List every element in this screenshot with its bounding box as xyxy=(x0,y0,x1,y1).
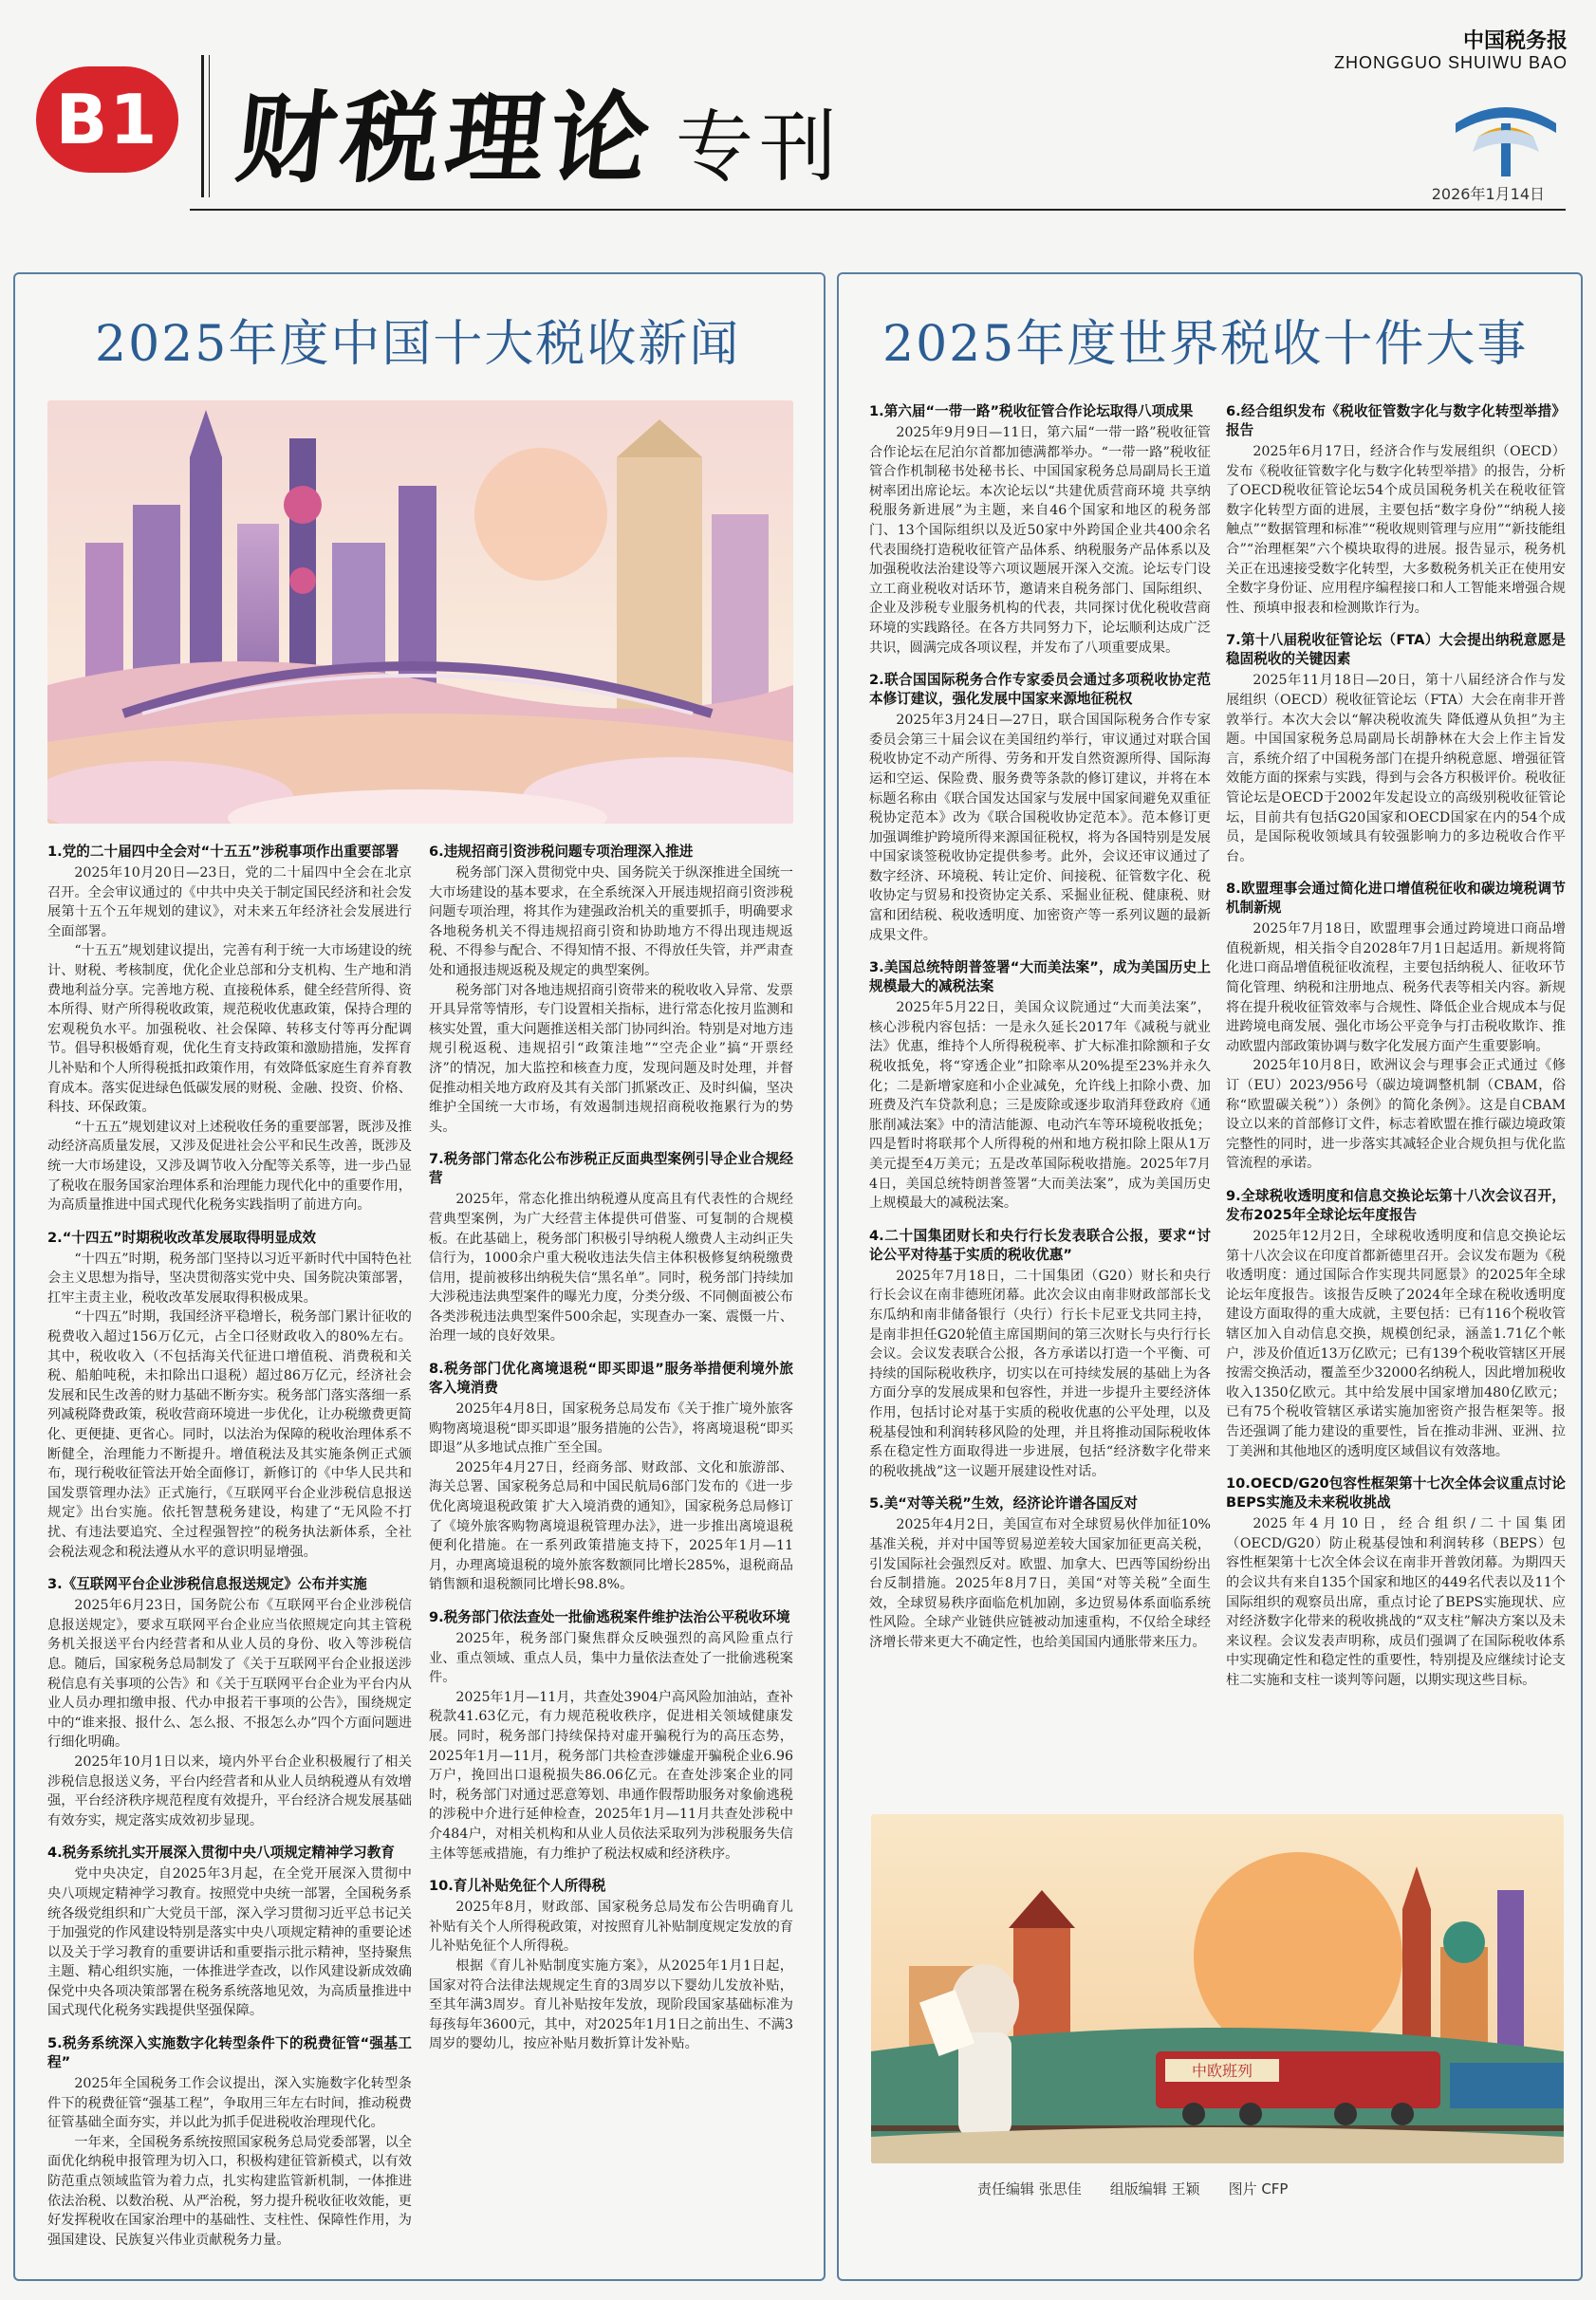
right-article-8 xyxy=(1226,880,1566,1174)
train-sign-text: 中欧班列 xyxy=(1191,2062,1253,2080)
right-column-2 xyxy=(1226,397,1566,1801)
right-article-1 xyxy=(869,402,1211,658)
right-article-heading: 10.OECD/G20包容性框架第十七次全体会议重点讨论BEPS实施及未来税收挑战 xyxy=(1226,1475,1566,1512)
left-article-10 xyxy=(429,1877,793,2054)
left-article-para: 2025年10月20日—23日，党的二十届四中全会在北京召开。全会审议通过的《中共中央关于制定国民经济和社会发展第十五个五年规划的建议》，对未来五年经济社会发展进行全面部署。 xyxy=(47,865,412,939)
left-article-heading: 1.党的二十届四中全会对“十五五”涉税事项作出重要部署 xyxy=(47,844,399,860)
left-article-heading: 3.《互联网平台企业涉税信息报送规定》公布并实施 xyxy=(47,1576,367,1593)
right-article-para: 2025年3月24日—27日，联合国国际税务合作专家委员会第三十届会议在美国纽约举行，审议通过对联合国税收协定不动产所得、劳务和开发自然资源所得、国际海运和空运、保险费、服务费等条款的修订建议，并将在本标题名称由《联合国发达国家与发展中国家间避免双重征税协定范本》改为《联合国税收协定范本》。范本修订更加强调维护跨境所得来源国征税权，将为各国特别是发展中国家谈签税收协定提供参考。此外，会议还审议通过了数字经济、环境税、转让定价、间接税、征管数字化、税收协定与贸易和投资协定关系、采掘业征税、健康税、财富和团结税、税收透明度、加密资产等一系列议题的最新成果文件。 xyxy=(869,713,1211,943)
left-article-8 xyxy=(429,1360,793,1595)
left-article-heading: 6.违规招商引资涉税问题专项治理深入推进 xyxy=(429,844,694,860)
right-article-heading: 7.第十八届税收征管论坛（FTA）大会提出纳税意愿是稳固税收的关键因素 xyxy=(1226,632,1566,668)
left-illustration xyxy=(47,400,793,824)
paper-name: 中国税务报 xyxy=(1462,29,1568,53)
right-article-para: 2025年10月8日，欧洲议会与理事会正式通过《修订（EU）2023/956号（碳边境调整机制（CBAM，俗称“欧盟碳关税”））条例》的简化条例》。这是自CBAM设立以来的首部修订文件，标志着欧盟在推行碳边境政策完整性的同时，进一步落实其减轻企业合规负担与优化监管流程的承诺。 xyxy=(1226,1058,1566,1172)
left-article-heading: 4.税务系统扎实开展深入贯彻中央八项规定精神学习教育 xyxy=(47,1845,395,1862)
right-article-10 xyxy=(1226,1475,1566,1690)
left-article-para: 党中央决定，自2025年3月起，在全党开展深入贯彻中央八项规定精神学习教育。按照党中央统一部署，全国税务系统各级党组织和广大党员干部，深入学习贯彻习近平总书记关于加强党的作风建设特别是落实中央八项规定精神的重要论述以及关于学习教育的重要讲话和重要指示批示精神，坚持聚焦主题、精心组织实施，一体推进学查改，以作风建设新成效确保党中央各项决策部署在税务系统落地见效，为高质量推进中国式现代化税务实践提供坚强保障。 xyxy=(47,1866,412,2019)
left-article-5 xyxy=(47,2034,412,2250)
right-article-7 xyxy=(1226,631,1566,866)
left-article-para: 税务部门深入贯彻党中央、国务院关于纵深推进全国统一大市场建设的基本要求，在全系统深入开展违规招商引资涉税问题专项治理，将其作为建强政治机关的重要抓手，明确要求各地税务机关不得违规招商引资和协助地方不得出现违规返税、不得参与配合、不得知情不报、不得放任失管，并严肃查处和通报违规返税及规定的典型案例。 xyxy=(429,865,793,978)
right-article-para: 2025年7月18日，二十国集团（G20）财长和央行行长会议在南非德班闭幕。此次会议由南非财政部部长戈东瓜纳和南非储备银行（央行）行长卡尼亚戈共同主持，是南非担任G20轮值主席国期间的第三次财长与央行行长会议。会议发表联合公报，各方承诺以打造一个平衡、可持续的国际税收秩序，切实以在可持续发展的基础上为各方面分享的发展成果和包容性，并进一步提升主要经济体作用，包括讨论对基于实质的税收优惠的公平处理，以及税基侵蚀和利润转移风险的处理，并且将推动国际税收体系在稳定性方面取得进一步进展，包括“经济数字化带来的税收挑战”这一议题开展建设性对话。 xyxy=(869,1268,1211,1479)
left-column-2 xyxy=(429,837,793,2270)
right-article-para: 2025年9月9日—11日，第六届“一带一路”税收征管合作论坛在尼泊尔首都加德满都举办。“一带一路”税收征管合作机制秘书处秘书长、中国国家税务总局副局长王道树率团出席论坛。本次论坛以“共建优质营商环境 共享纳税服务新进展”为主题，来自46个国家和地区的税务部门、13个国际组织以及近50家中外跨国企业共400余名代表围绕打造税收征管产品体系、纳税服务产品体系以及加强税收法治建设等六项议题展开深入交流。论坛专门设立工商业税收对话环节，邀请来自税务部门、国际组织、企业及涉税专业服务机构的代表，共同探讨优化税收营商环境的实践路径。在各方共同努力下，论坛顺利达成广泛共识，圆满完成各项议程，并发布了八项重要成果。 xyxy=(869,425,1211,656)
issue-date: 2026年1月14日 xyxy=(1431,185,1545,203)
left-article-para: 税务部门对各地违规招商引资带来的税收收入异常、发票开具异常等情形，专门设置相关指标，进行常态化按月监测和核实处置，重大问题推送相关部门协同纠治。特别是对地方违规引税返税、违规招引“政策洼地”“空壳企业”搞“开票经济”的情况，加大监控和核查力度，发现问题及时处理，并督促推动相关地方政府及其有关部门抓紧改正、及时纠偏，坚决维护全国统一大市场，有效遏制违规招商税收拖累行为的势头。 xyxy=(429,982,793,1135)
left-article-para: “十五五”规划建议提出，完善有利于统一大市场建设的统计、财税、考核制度，优化企业总部和分支机构、生产地和消费地利益分享。完善地方税、直接税体系，健全经营所得、资本所得、财产所得税收政策，规范税收优惠政策，保持合理的宏观税负水平。加强税收、社会保障、转移支付等再分配调节。倡导积极婚育观，优化生育支持政策和激励措施，发挥育儿补贴和个人所得税抵扣政策作用，有效降低家庭生育养育教育成本。落实促进绿色低碳发展的财税、金融、投资、价格、科技、环保政策。 xyxy=(47,943,412,1116)
left-article-para: 根据《育儿补贴制度实施方案》，从2025年1月1日起，国家对符合法律法规规定生育的3周岁以下婴幼儿发放补贴，至其年满3周岁。育儿补贴按年发放，现阶段国家基础标准为每孩每年3600元，其中，对2025年1月1日之前出生、不满3周岁的婴幼儿，按应补贴月数折算计发补贴。 xyxy=(429,1957,793,2052)
section-title-main: 财税理论 xyxy=(231,81,661,196)
left-article-para: 2025年1月—11月，共查处3904户高风险加油站，查补税款41.63亿元，有力规范税收秩序，促进相关领域健康发展。同时，税务部门持续保持对虚开骗税行为的高压态势，2025年1月—11月，税务部门共检查涉嫌虚开骗税企业6.96万户，挽回出口退税损失86.06亿元。在查处涉案企业的同时，税务部门对通过恶意筹划、串通作假帮助服务对象偷逃税的涉税中介进行延伸检查，2025年1月—11月共查处涉税中介484户，对相关机构和从业人员依法采取列为涉税服务失信主体等惩戒措施，有力维护了税法权威和经济秩序。 xyxy=(429,1689,793,1862)
right-panel-title: 2025年度世界税收十件大事 xyxy=(882,316,1529,373)
credit-organizer: 组版编辑 王颖 xyxy=(1109,2180,1200,2198)
masthead-divider xyxy=(201,55,204,197)
masthead-rule xyxy=(190,209,1566,211)
left-article-7 xyxy=(429,1150,793,1346)
right-article-5 xyxy=(869,1494,1211,1652)
left-article-para: 2025年4月27日，经商务部、财政部、文化和旅游部、海关总署、国家税务总局和中国民航局6部门发布的《进一步优化离境退税政策 扩大入境消费的通知》，国家税务总局修订了《境外旅客购物离境退税管理办法》，进一步推出离境退税便利化措施。在一系列政策措施支持下，2025年1月—11月，办理离境退税的境外旅客数额同比增长285%，退税商品销售额和退税额同比增长98.8%。 xyxy=(429,1459,793,1593)
left-article-heading: 10.育儿补贴免征个人所得税 xyxy=(429,1878,606,1895)
left-article-para: 一年来，全国税务系统按照国家税务总局党委部署，以全面优化纳税申报管理为切入口，积极构建征管新模式，以有效防范重点领域监管为着力点，扎实构建监管新机制，一体推进依法治税、以数治税、从严治税，努力提升税收征收效能，更好发挥税收在国家治理中的基础性、支柱性、保障性作用，为强国建设、民族复兴伟业贡献税务力量。 xyxy=(47,2134,412,2248)
credit-photo: 图片 CFP xyxy=(1228,2180,1289,2198)
right-article-9 xyxy=(1226,1187,1566,1461)
right-article-heading: 8.欧盟理事会通过简化进口增值税征收和碳边境税调节机制新规 xyxy=(1226,881,1566,917)
left-article-heading: 2.“十四五”时期税收改革发展取得明显成效 xyxy=(47,1229,316,1246)
right-article-6 xyxy=(1226,402,1566,618)
right-article-heading: 5.美“对等关税”生效，经济论许谱各国反对 xyxy=(869,1495,1138,1512)
right-column-1 xyxy=(869,397,1211,1801)
left-article-para: 2025年，税务部门聚焦群众反映强烈的高风险重点行业、重点领域、重点人员，集中力量依法查处了一批偷逃税案件。 xyxy=(429,1631,793,1686)
left-article-para: 2025年4月8日，国家税务总局发布《关于推广境外旅客购物离境退税“即买即退”服务措施的公告》，将离境退税“即买即退”从多地试点推广至全国。 xyxy=(429,1401,793,1456)
credits-line xyxy=(977,2179,1509,2198)
left-article-2 xyxy=(47,1229,412,1563)
left-article-para: 2025年6月23日，国务院公布《互联网平台企业涉税信息报送规定》，要求互联网平台企业应当依照规定向其主管税务机关报送平台内经营者和从业人员的身份、收入等涉税信息。随后，国家税务总局制发了《关于互联网平台企业报送涉税信息有关事项的公告》和《关于互联网平台企业为平台内从业人员办理扣缴申报、代办申报若干事项的公告》，围绕规定中的“谁来报、报什么、怎么报、不报怎么办”四个方面问题进行细化明确。 xyxy=(47,1598,412,1751)
page-badge: B1 xyxy=(36,66,178,173)
right-article-para: 2025年4月2日，美国宣布对全球贸易伙伴加征10%基准关税，并对中国等贸易逆差较大国家加征更高关税，引发国际社会强烈反对。欧盟、加拿大、巴西等国纷纷出台反制措施。2025年8月7日，美国“对等关税”全面生效，全球贸易秩序面临危机加剧，多边贸易体系面临系统性风险。全球产业链供应链被动加速重构，不仅给全球经济增长带来更大不确定性，也给美国国内通胀带来压力。 xyxy=(869,1517,1211,1650)
right-illustration xyxy=(871,1814,1564,2163)
masthead-divider-thin xyxy=(209,55,210,197)
paper-pinyin: ZHONGGUO SHUIWU BAO xyxy=(1333,53,1568,72)
right-article-para: 2025年4月10日，经合组织/二十国集团（OECD/G20）防止税基侵蚀和利润转移（BEPS）包容性框架第十七次全体会议在南非开普敦闭幕。为期四天的会议共有来自135个国家和地区的449名代表以及11个国际组织的观察员出席，重点讨论了BEPS实施现状、应对经济数字化带来的税收挑战的“双支柱”解决方案以及未来议程。会议发表声明称，成员们强调了在国际税收体系中实现确定性和稳定性的重要性，特别提及应继续讨论支柱二实施和支柱一谈判等问题，以期实现这些目标。 xyxy=(1226,1516,1566,1688)
right-article-2 xyxy=(869,671,1211,945)
left-article-3 xyxy=(47,1575,412,1830)
right-article-para: 2025年5月22日，美国众议院通过“大而美法案”，核心涉税内容包括：一是永久延长2017年《减税与就业法》优惠，维持个人所得税税率、扩大标准扣除额和子女税收抵免，将“穿透企业”扣除率从20%提至23%并永久化；二是新增家庭和小企业减免，允许线上扣除小费、加班费及汽车贷款利息；三是废除或逐步取消拜登政府《通胀削减法案》中的清洁能源、电动汽车等环境税收抵免；四是暂时将联邦个人所得税的州和地方税扣除上限从1万美元提至4万美元；五是改革国际税收措施。2025年7月4日，美国总统特朗普签署“大而美法案”，成为美国历史上规模最大的减税法案。 xyxy=(869,1000,1211,1212)
left-article-para: 2025年10月1日以来，境内外平台企业积极履行了相关涉税信息报送义务，平台内经营者和从业人员纳税遵从有效增强，平台经济秩序规范程度有效提升，平台经济合规发展基础有效夯实，规定落实成效初步显现。 xyxy=(47,1753,412,1828)
right-article-3 xyxy=(869,958,1211,1214)
left-column-1 xyxy=(47,837,412,2270)
left-article-para: “十五五”规划建议对上述税收任务的重要部署，既涉及推动经济高质量发展，又涉及促进社会公平和民生改善，既涉及统一大市场建设，又涉及调节收入分配等关系等，进一步凸显了税收在服务国家治理体系和治理能力现代化中的重要作用，为高质量推进中国式现代化税务实践指明了前进方向。 xyxy=(47,1119,412,1214)
section-title-sub: 专刊 xyxy=(676,102,844,193)
left-article-1 xyxy=(47,843,412,1215)
right-article-heading: 3.美国总统特朗普签署“大而美法案”，成为美国历史上规模最大的减税法案 xyxy=(869,959,1211,995)
left-article-heading: 9.税务部门依法查处一批偷逃税案件维护法治公平税收环境 xyxy=(429,1609,790,1625)
left-article-9 xyxy=(429,1608,793,1864)
credit-editor: 责任编辑 张思佳 xyxy=(977,2180,1082,2198)
world-trade-image xyxy=(871,1814,1564,2163)
left-article-para: 2025年8月，财政部、国家税务总局发布公告明确育儿补贴有关个人所得税政策，对按照育儿补贴制度规定发放的育儿补贴免征个人所得税。 xyxy=(429,1900,793,1955)
paper-logo-icon xyxy=(1450,95,1562,176)
right-article-para: 2025年6月17日，经济合作与发展组织（OECD）发布《税收征管数字化与数字化转型举措》的报告，分析了OECD税收征管论坛54个成员国税务机关在税收征管数字化转型方面的进展，主要包括“数字身份”“纳税人接触点”“数据管理和标准”“税收规则管理与应用”“新技能组合”“治理框架”六个模块取得的进展。报告显示，税务机关正在迅速接受数字化转型，大多数税务机关正在使用安全数字身份证、应用程序编程接口和人工智能来增强合规性、预填申报表和检测欺诈行为。 xyxy=(1226,444,1566,616)
right-article-heading: 1.第六届“一带一路”税收征管合作论坛取得八项成果 xyxy=(869,403,1194,419)
left-article-para: 2025年全国税务工作会议提出，深入实施数字化转型条件下的税费征管“强基工程”，争取用三年左右时间，推动税费征管基础全面夯实，并以此为抓手促进税收治理现代化。 xyxy=(47,2076,412,2131)
left-article-4 xyxy=(47,1844,412,2021)
left-article-para: 2025年，常态化推出纳税遵从度高且有代表性的合规经营典型案例，为广大经营主体提供可借鉴、可复制的合规模板。在此基础上，税务部门积极引导纳税人缴费人主动纠正失信行为，1000余户重大税收违法失信主体积极修复纳税缴费信用，提前被移出纳税失信“黑名单”。同时，税务部门持续加大涉税违法典型案件的曝光力度，分类分级、不同侧面被公布各类涉税违法典型案件500余起，实现查办一案、震慑一片、治理一域的良好效果。 xyxy=(429,1192,793,1345)
left-article-heading: 7.税务部门常态化公布涉税正反面典型案例引导企业合规经营 xyxy=(429,1151,793,1187)
left-panel-title: 2025年度中国十大税收新闻 xyxy=(95,316,741,373)
right-article-para: 2025年12月2日，全球税收透明度和信息交换论坛第十八次会议在印度首都新德里召开。会议发布题为《税收透明度：通过国际合作实现共同愿景》的2025年全球论坛年度报告。该报告反映了2024年全球在税收透明度建设方面取得的重大成就，主要包括：已有116个税收管辖区加入自动信息交换，规模创纪录，涵盖1.71亿个帐户，涉及价值近13万亿欧元；已有139个税收管辖区开展按需交换活动，覆盖至少32000名纳税人，因此增加税收收入1350亿欧元。其中给发展中国家增加480亿欧元；已有75个税收管辖区承诺实施加密资产报告框架等。报告还强调了能力建设的重要性，旨在推动非洲、亚洲、拉丁美洲和其他地区的透明度区域倡议有效落地。 xyxy=(1226,1229,1566,1459)
right-article-para: 2025年11月18日—20日，第十八届经济合作与发展组织（OECD）税收征管论坛（FTA）大会在南非开普敦举行。本次大会以“解决税收流失 降低遵从负担”为主题。中国国家税务总局副局长胡静林在大会上作主旨发言，系统介绍了中国税务部门在提升纳税意愿、增强征管效能方面的探索与实践，得到与会各方积极评价。税收征管论坛是OECD于2002年发起设立的高级别税收征管论坛，目前共有包括G20国家和OECD国家在内的54个成员，是国际税收领域具有较强影响力的多边税收合作平台。 xyxy=(1226,673,1566,864)
right-article-heading: 2.联合国国际税务合作专家委员会通过多项税收协定范本修订建议，强化发展中国家来源地征税权 xyxy=(869,672,1211,708)
left-article-heading: 5.税务系统深入实施数字化转型条件下的税费征管“强基工程” xyxy=(47,2035,412,2071)
left-article-6 xyxy=(429,843,793,1137)
left-article-heading: 8.税务部门优化离境退税“即买即退”服务举措便利境外旅客入境消费 xyxy=(429,1361,793,1397)
right-article-heading: 6.经合组织发布《税收征管数字化与数字化转型举措》报告 xyxy=(1226,403,1566,438)
right-article-para: 2025年7月18日，欧盟理事会通过跨境进口商品增值税新规，相关指令自2028年7月1日起适用。新规将简化进口商品增值税征收流程，主要包括纳税人、征收环节简化管理、纳税和注册地点、税务代表等相关内容。新规将在提升税收征管效率与合规性、降低企业合规成本与促进跨境电商发展、强化市场公平竞争与打击税收欺诈、推动欧盟内部政策协调与数字化发展方面产生重要影响。 xyxy=(1226,921,1566,1054)
left-article-para: “十四五”时期，我国经济平稳增长，税务部门累计征收的税费收入超过156万亿元，占全口径财政收入的80%左右。其中，税收收入（不包括海关代征进口增值税、消费税和关税、船舶吨税，未扣除出口退税）超过86万亿元，经济社会发展和民生改善的财力基础不断夯实。税务部门落实落细一系列减税降费政策，税收营商环境进一步优化，让办税缴费更简化、更便捷、更省心。同时，以法治为保障的税收治理体系不断健全，治理能力不断提升。增值税法及其实施条例正式颁布，现行税收征管法开始全面修订，新修订的《中华人民共和国发票管理办法》正式施行，《互联网平台企业涉税信息报送规定》出台实施。依托智慧税务建设，构建了“无风险不打扰、有违法要追究、全过程强智控”的税务执法新体系，全社会税法观念和税法遵从水平的意识明显增强。 xyxy=(47,1309,412,1560)
right-article-heading: 4.二十国集团财长和央行行长发表联合公报，要求“讨论公平对待基于实质的税收优惠” xyxy=(869,1227,1211,1263)
right-article-4 xyxy=(869,1227,1211,1482)
left-article-para: “十四五”时期，税务部门坚持以习近平新时代中国特色社会主义思想为指导，坚决贯彻落实党中央、国务院决策部署，扛牢主责主业，税收改革发展取得积极成果。 xyxy=(47,1251,412,1306)
city-skyline-image xyxy=(47,400,793,824)
right-article-heading: 9.全球税收透明度和信息交换论坛第十八次会议召开，发布2025年全球论坛年度报告 xyxy=(1226,1188,1566,1223)
